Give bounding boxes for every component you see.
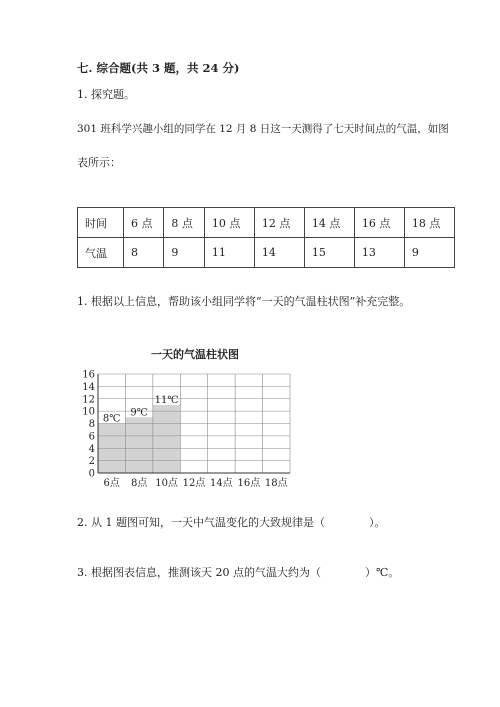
x-tick-label: 8点	[130, 478, 148, 489]
table-cell-time: 8 点	[164, 208, 204, 238]
table-cell-time: 14 点	[304, 208, 354, 238]
x-tick-label: 12点	[182, 478, 206, 489]
table-cell-temp: 9	[404, 238, 454, 268]
x-tick-label: 18点	[264, 478, 288, 489]
bar-value-label: 9℃	[130, 407, 148, 419]
table-cell-temp: 8	[124, 238, 164, 268]
table-cell-time: 10 点	[204, 208, 254, 238]
y-tick-label: 6	[88, 431, 95, 443]
bar-value-label: 11℃	[154, 394, 179, 406]
bar-value-label: 8℃	[102, 413, 121, 425]
y-tick-label: 14	[82, 381, 95, 393]
table-row	[78, 208, 455, 238]
table-cell-time: 16 点	[354, 208, 404, 238]
y-tick-label: 16	[82, 369, 95, 381]
temperature-table	[77, 207, 455, 268]
table-cell-time: 6 点	[124, 208, 164, 238]
y-tick-label: 12	[82, 394, 95, 406]
y-tick-label: 0	[88, 468, 95, 480]
table-cell-temp: 15	[304, 238, 354, 268]
y-tick-label: 4	[88, 443, 95, 455]
y-tick-label: 10	[82, 406, 95, 418]
table-header-temp: 气温	[78, 238, 124, 268]
question-1-intro-line2: 表所示：	[77, 156, 121, 169]
chart-bar	[153, 405, 180, 473]
x-tick-label: 6点	[103, 478, 120, 489]
table-cell-temp: 14	[254, 238, 304, 268]
table-header-time: 时间	[78, 208, 124, 238]
table-cell-time: 12 点	[254, 208, 304, 238]
table-cell-time: 18 点	[404, 208, 454, 238]
y-tick-label: 2	[88, 456, 95, 468]
x-tick-label: 16点	[237, 478, 261, 489]
bar-chart	[80, 362, 300, 494]
section-title: 七. 综合题(共 3 题，共 24 分)	[77, 61, 240, 75]
table-row	[78, 238, 455, 268]
question-1-intro-line1: 301 班科学兴趣小组的同学在 12 月 8 日这一天测得了七天时间点的气温，如图	[77, 123, 449, 135]
table-cell-temp: 9	[164, 238, 204, 268]
question-1-label: 1. 探究题。	[77, 88, 135, 101]
table-cell-temp: 13	[354, 238, 404, 268]
chart-bar	[125, 417, 152, 473]
chart-title: 一天的气温柱状图	[151, 348, 239, 361]
sub-question-3: 3. 根据图表信息，推测该天 20 点的气温大约为（ ）℃。	[77, 566, 400, 579]
x-tick-label: 10点	[155, 478, 178, 489]
table-cell-temp: 11	[204, 238, 254, 268]
y-tick-label: 8	[88, 419, 95, 430]
x-tick-label: 14点	[210, 478, 233, 489]
sub-question-1: 1. 根据以上信息，帮助该小组同学将“一天的气温柱状图”补充完整。	[77, 295, 411, 308]
sub-question-2: 2. 从 1 题图可知，一天中气温变化的大致规律是（ ）。	[77, 516, 386, 529]
